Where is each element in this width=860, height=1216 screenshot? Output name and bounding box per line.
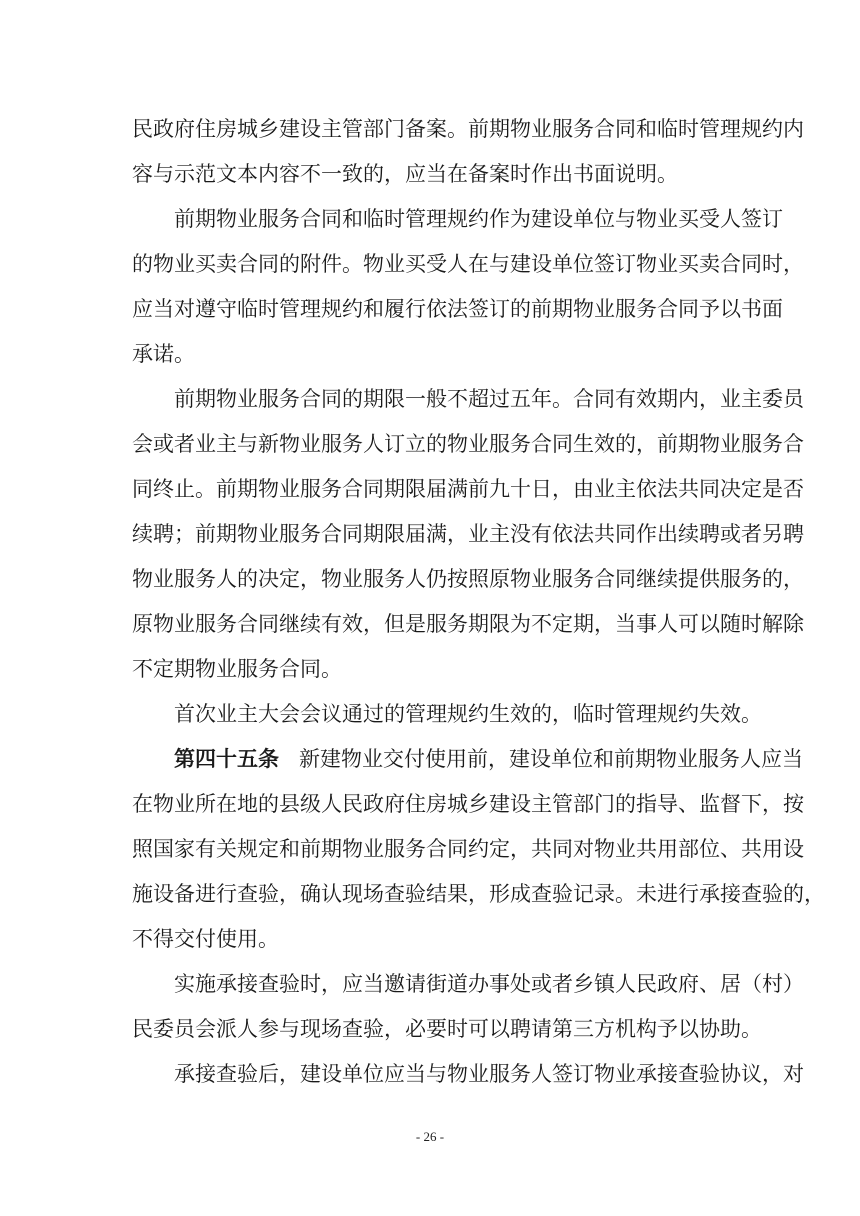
text-line: 续聘；前期物业服务合同期限届满，业主没有依法共同作出续聘或者另聘 [132, 522, 804, 546]
text-line: 同终止。前期物业服务合同期限届满前九十日，由业主依法共同决定是否 [132, 477, 804, 501]
text-line: 民委员会派人参与现场查验，必要时可以聘请第三方机构予以协助。 [132, 1017, 762, 1041]
text-line: 不定期物业服务合同。 [132, 657, 342, 681]
text-line: 的物业买卖合同的附件。物业买受人在与建设单位签订物业买卖合同时， [132, 252, 804, 276]
text-line: 实施承接查验时，应当邀请街道办事处或者乡镇人民政府、居（村） [174, 972, 804, 996]
text-line: 原物业服务合同继续有效，但是服务期限为不定期，当事人可以随时解除 [132, 612, 804, 636]
text-line: 会或者业主与新物业服务人订立的物业服务合同生效的，前期物业服务合 [132, 432, 804, 456]
text-line: 施设备进行查验，确认现场查验结果，形成查验记录。未进行承接查验的， [132, 882, 825, 906]
article-first-line [174, 744, 803, 774]
text-line: 承接查验后，建设单位应当与物业服务人签订物业承接查验协议，对 [174, 1062, 804, 1086]
text-line: 不得交付使用。 [132, 927, 279, 951]
page-number: - 26 - [415, 1129, 445, 1144]
text-line: 容与示范文本内容不一致的，应当在备案时作出书面说明。 [132, 162, 678, 186]
text-line: 应当对遵守临时管理规约和履行依法签订的前期物业服务合同予以书面 [132, 297, 783, 321]
text-line: 民政府住房城乡建设主管部门备案。前期物业服务合同和临时管理规约内 [132, 117, 804, 141]
text-line: 承诺。 [132, 342, 195, 366]
text-line: 前期物业服务合同和临时管理规约作为建设单位与物业买受人签订 [174, 207, 783, 231]
text-line: 照国家有关规定和前期物业服务合同约定，共同对物业共用部位、共用设 [132, 837, 804, 861]
article-label: 第四十五条 [174, 747, 279, 771]
text-line: 首次业主大会会议通过的管理规约生效的，临时管理规约失效。 [174, 702, 762, 726]
article-first-text: 新建物业交付使用前，建设单位和前期物业服务人应当 [299, 747, 803, 771]
text-line: 物业服务人的决定，物业服务人仍按照原物业服务合同继续提供服务的， [132, 567, 804, 591]
text-line: 前期物业服务合同的期限一般不超过五年。合同有效期内，业主委员 [174, 387, 804, 411]
text-line: 在物业所在地的县级人民政府住房城乡建设主管部门的指导、监督下，按 [132, 792, 804, 816]
